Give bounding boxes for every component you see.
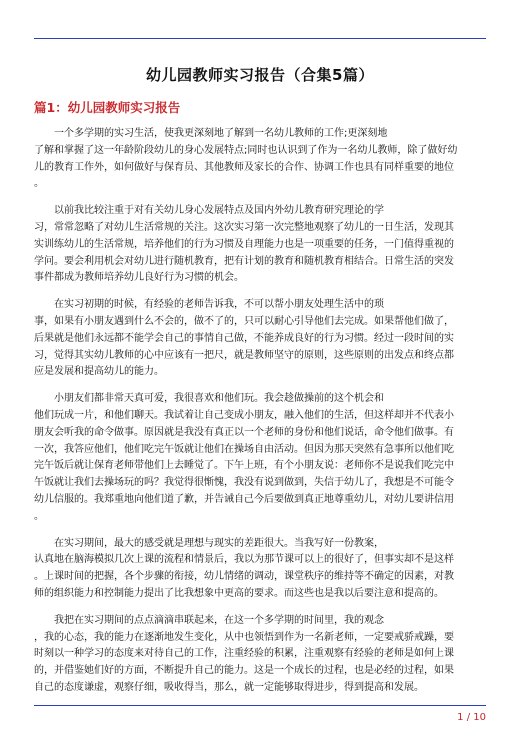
text-line: 他们玩成一片，和他们聊天。我试着让自己变成小朋友，融入他们的生活，但这样却并不代表小 [34,409,454,421]
text-line: 师的组织能力和控制能力提出了比我想象中更高的要求。而这些也是我以后要注意和提高的。 [34,587,444,599]
text-line: 时刻以一种学习的态度来对待自己的工作，注重经验的积累，注重观察有经验的老师是如何上课 [34,648,454,660]
header-rule [34,38,486,39]
text-line: 儿的教育工作外，如何做好与保育员、其他教师及家长的合作、协调工作也具有同样重要的地位 [34,161,454,173]
text-line: 事件都成为教师培养幼儿良好行为习惯的机会。 [34,272,244,284]
text-line: 在实习初期的时候，有经验的老师告诉我，不可以帮小朋友处理生活中的琐 [54,299,384,311]
page-title: 幼儿园教师实习报告（合集5篇） [146,66,374,84]
paragraph [34,203,486,287]
text-line: 学问。要会利用机会对幼儿进行随机教育，把有计划的教育和随机教育相结合。日常生活的突发 [34,255,454,267]
text-line: 了解和掌握了这一年龄阶段幼儿的身心发展特点;同时也认识到了作为一名幼儿教师，除了做好幼 [34,144,458,156]
text-line: 我把在实习期间的点点滴滴串联起来，在这一个多学期的时间里，我的观念 [54,614,384,626]
text-line: 。上课时间的把握，各个步骤的衔接，幼儿情绪的调动，课堂秩序的维持等不确定的因素，对教 [34,571,454,583]
paragraph [34,126,486,193]
text-line: 应是发展和提高幼儿的能力。 [34,366,164,378]
text-line: ，我的心态，我的能力在逐渐地发生变化，从中也领悟到作为一名新老师，一定要戒骄戒躁，要 [34,631,454,643]
text-line: 事，如果有小朋友遇到什么不会的，做不了的，只可以耐心引导他们去完成。如果帮他们做了， [34,315,454,327]
text-line: 习，常常忽略了对幼儿生活常规的关注。这次实习第一次完整地观察了幼儿的一日生活，发现其 [34,221,454,233]
text-line: 。 [34,510,44,522]
text-line: 实训练幼儿的生活常规，培养他们的行为习惯及自理能力也是一项重要的任务，一门值得重视的 [34,238,454,250]
text-line: 在实习期间，最大的感受就是理想与现实的差距很大。当我写好一份教案， [54,537,384,549]
text-line: 以前我比较注重于对有关幼儿身心发展特点及国内外幼儿教育研究理论的学 [54,205,384,217]
text-line: 朋友会听我的命令做事。原因就是我没有真正以一个老师的身份和他们说话，命令他们做事。有 [34,426,454,438]
page-number: 1 / 10 [457,712,486,723]
text-line: 一次，我答应他们，他们吃完午饭就让他们在操场自由活动。但因为那天突然有急事所以他们吃 [34,443,454,455]
text-line: 后果就是他们永远都不能学会自己的事情自己做，不能养成良好的行为习惯。经过一段时间的实 [34,332,454,344]
text-line: 自己的态度谦虚，观察仔细，吸收得当，那么，就一定能够取得进步，得到提高和发展。 [34,681,424,693]
text-line: 午饭就让我们去操场玩的吗？我觉得很惭愧，我没有说到做到，失信于幼儿了，我想是不可能令 [34,477,454,489]
paragraph [34,536,486,603]
text-line: 一个多学期的实习生活，使我更深刻地了解到一名幼儿教师的工作;更深刻地 [54,128,388,139]
text-line: 完午饭后就让保育老师带他们上去睡觉了。下午上班，有个小朋友说：老师你不是说我们吃完中 [34,460,454,472]
document-body [34,126,486,707]
paragraph [34,613,486,697]
paragraph [34,297,486,381]
text-line: 幼儿信服的。我郑重地向他们道了歉，并告诫自己今后要做到真正地尊重幼儿，对幼儿要讲信用 [34,493,454,505]
text-line: 。 [34,178,44,190]
paragraph [34,391,486,525]
text-line: 小朋友们都非常天真可爱，我很喜欢和他们玩。我会趁做操前的这个机会和 [54,393,384,405]
footer-rule [34,705,486,706]
section-heading: 篇1：幼儿园教师实习报告 [34,100,181,115]
text-line: 的，并借鉴她们好的方面，不断提升自己的能力。这是一个成长的过程，也是必经的过程，如果 [34,665,454,677]
text-line: 习，觉得其实幼儿教师的心中应该有一把尺，就是教师坚守的原则，这些原则的出发点和终点都 [34,349,454,361]
text-line: 认真地在脑海模拟几次上课的流程和情景后，我以为那节课可以上的很好了，但事实却不是这样 [34,554,454,566]
